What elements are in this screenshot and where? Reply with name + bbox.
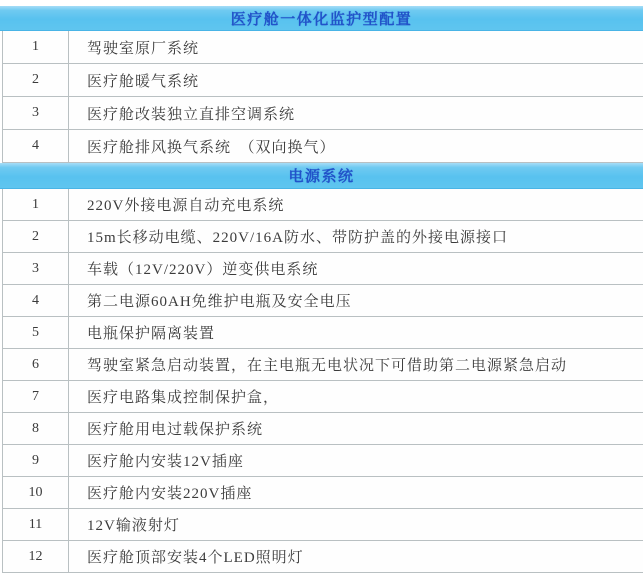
table-row <box>3 509 643 541</box>
table-row <box>3 64 643 97</box>
table-row <box>3 413 643 445</box>
row-number: 9 <box>3 445 69 476</box>
row-number: 3 <box>3 97 69 129</box>
row-text: 医疗舱改装独立直排空调系统 <box>87 106 296 123</box>
row-text: 电瓶保护隔离装置 <box>87 326 216 342</box>
table-row <box>3 317 643 349</box>
table-row <box>3 541 643 573</box>
row-text: 驾驶室原厂系统 <box>87 40 200 57</box>
row-text: 医疗舱用电过载保护系统 <box>87 422 264 438</box>
row-text: 医疗舱内安装12V插座 <box>87 454 244 470</box>
row-number: 10 <box>3 477 69 508</box>
section-header-medical-cabin-config <box>0 6 643 31</box>
row-number: 1 <box>3 31 69 63</box>
row-number: 5 <box>3 317 69 348</box>
table-row <box>3 221 643 253</box>
section-title: 电源系统 <box>288 168 355 185</box>
section-title: 医疗舱一体化监护型配置 <box>230 10 413 28</box>
row-text: 医疗电路集成控制保护盒， <box>87 390 280 406</box>
row-number: 3 <box>3 253 69 284</box>
row-text: 医疗舱排风换气系统 （双向换气） <box>87 139 336 156</box>
row-number: 12 <box>3 541 69 572</box>
row-text: 15m长移动电缆、220V/16A防水、带防护盖的外接电源接口 <box>87 230 509 246</box>
row-number: 4 <box>3 130 69 162</box>
table-row <box>3 130 643 163</box>
row-text: 医疗舱顶部安装4个LED照明灯 <box>87 550 304 566</box>
table-row <box>3 349 643 381</box>
row-number: 8 <box>3 413 69 444</box>
row-number: 2 <box>3 221 69 252</box>
table-row <box>3 445 643 477</box>
power-system-table <box>2 189 643 573</box>
row-number: 7 <box>3 381 69 412</box>
row-text: 医疗舱暖气系统 <box>87 73 200 90</box>
medical-cabin-config-table <box>2 31 643 163</box>
row-text: 第二电源60AH免维护电瓶及安全电压 <box>87 294 352 310</box>
table-row <box>3 285 643 317</box>
row-number: 11 <box>3 509 69 540</box>
table-row <box>3 253 643 285</box>
table-row <box>3 477 643 509</box>
row-text: 驾驶室紧急启动装置，在主电瓶无电状况下可借助第二电源紧急启动 <box>87 358 568 374</box>
row-number: 2 <box>3 64 69 96</box>
row-number: 6 <box>3 349 69 380</box>
table-row <box>3 381 643 413</box>
row-text: 车载（12V/220V）逆变供电系统 <box>87 262 319 278</box>
row-text: 220V外接电源自动充电系统 <box>87 198 285 214</box>
table-row <box>3 31 643 64</box>
table-row <box>3 189 643 221</box>
row-number: 4 <box>3 285 69 316</box>
row-text: 12V输液射灯 <box>87 518 180 534</box>
section-header-power-system <box>0 163 643 189</box>
row-text: 医疗舱内安装220V插座 <box>87 486 253 502</box>
row-number: 1 <box>3 189 69 220</box>
table-row <box>3 97 643 130</box>
